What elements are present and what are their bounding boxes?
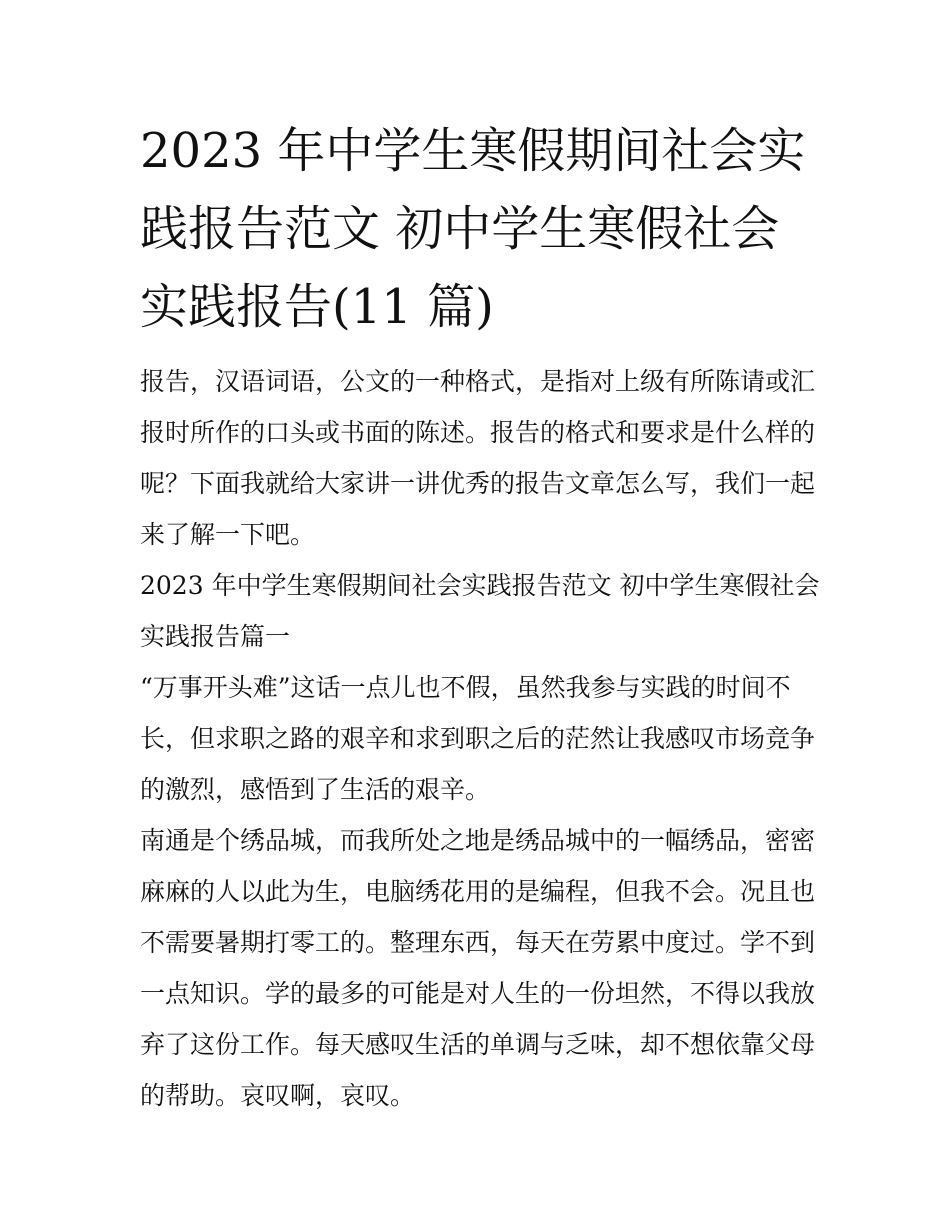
title-line: 践报告范文 初中学生寒假社会 bbox=[140, 201, 780, 257]
intro-paragraph bbox=[140, 356, 816, 560]
text-line: 呢？下面我就给大家讲一讲优秀的报告文章怎么写，我们一起 bbox=[140, 469, 816, 498]
text-line: 不需要暑期打零工的。整理东西，每天在劳累中度过。学不到 bbox=[140, 928, 816, 957]
text-line: “万事开头难”这话一点儿也不假，虽然我参与实践的时间不 bbox=[140, 673, 791, 702]
text-line: 一点知识。学的最多的可能是对人生的一份坦然，不得以我放 bbox=[140, 979, 816, 1008]
text-line: 2023 年中学生寒假期间社会实践报告范文 初中学生寒假社会 bbox=[140, 571, 820, 600]
document-title bbox=[140, 112, 812, 346]
text-line: 的帮助。哀叹啊，哀叹。 bbox=[140, 1081, 416, 1110]
section-subtitle bbox=[140, 560, 820, 662]
text-line: 弃了这份工作。每天感叹生活的单调与乏味，却不想依靠父母 bbox=[140, 1030, 816, 1059]
text-line: 南通是个绣品城，而我所处之地是绣品城中的一幅绣品，密密 bbox=[140, 826, 816, 855]
text-line: 的激烈，感悟到了生活的艰辛。 bbox=[140, 775, 491, 804]
paragraph-1 bbox=[140, 662, 816, 815]
title-line: 2023 年中学生寒假期间社会实 bbox=[140, 123, 806, 179]
paragraph-2 bbox=[140, 815, 816, 1121]
text-line: 麻麻的人以此为生，电脑绣花用的是编程，但我不会。况且也 bbox=[140, 877, 816, 906]
text-line: 来了解一下吧。 bbox=[140, 520, 316, 549]
title-line: 实践报告(11 篇) bbox=[140, 279, 494, 335]
document-page bbox=[140, 112, 820, 1121]
text-line: 长，但求职之路的艰辛和求到职之后的茫然让我感叹市场竞争 bbox=[140, 724, 816, 753]
text-line: 报告，汉语词语，公文的一种格式，是指对上级有所陈请或汇 bbox=[140, 367, 816, 396]
document-body bbox=[140, 356, 820, 1121]
text-line: 报时所作的口头或书面的陈述。报告的格式和要求是什么样的 bbox=[140, 418, 816, 447]
text-line: 实践报告篇一 bbox=[140, 622, 291, 651]
